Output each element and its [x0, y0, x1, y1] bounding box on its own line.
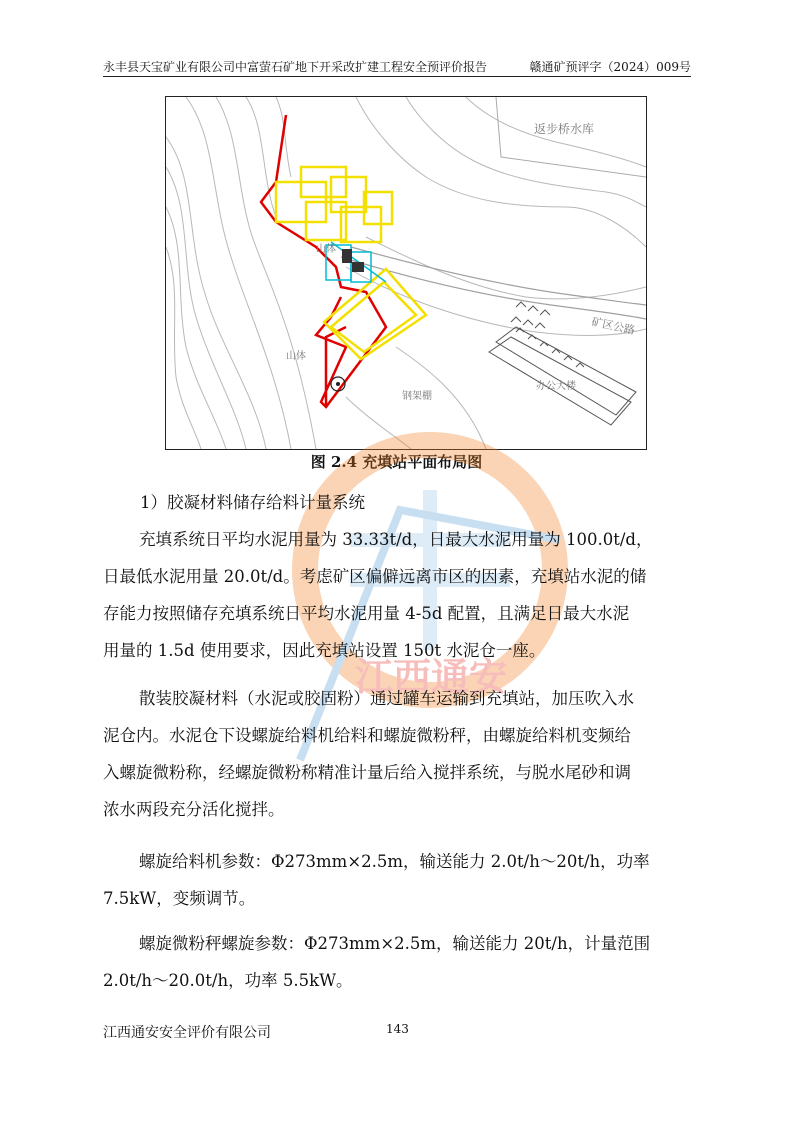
- map-labels: [286, 121, 636, 402]
- well-center: [336, 382, 340, 386]
- paragraph-4: [103, 925, 691, 999]
- para1-line1: 充填系统日平均水泥用量为 33.33t/d，日最大水泥用量为 100.0t/d，: [139, 530, 653, 549]
- figure-caption: 图 2.4 充填站平面布局图: [310, 453, 483, 471]
- site-layout-figure: [165, 96, 647, 450]
- label-mountain-1: 山体: [316, 244, 336, 255]
- page-number: 143: [386, 1022, 409, 1036]
- para1-line2: 日最低水泥用量 20.0t/d。考虑矿区偏僻远离市区的因素，充填站水泥的储: [103, 567, 647, 586]
- paragraph-2: [103, 680, 691, 828]
- header-doc-number: 赣通矿预评字（2024）009号: [529, 60, 691, 74]
- para3-line2: 7.5kW，变频调节。: [103, 889, 256, 908]
- road-lines: [341, 247, 646, 319]
- footer-company: 江西通安安全评价有限公司: [103, 1025, 271, 1041]
- site-plan-drawing: [166, 97, 646, 449]
- watermark-text: 江西通安: [355, 655, 508, 699]
- paragraph-1: [103, 521, 691, 669]
- label-road: 矿区公路: [590, 315, 637, 338]
- para2-line1: 散装胶凝材料（水泥或胶固粉）通过罐车运输到充填站，加压吹入水: [139, 689, 634, 708]
- para4-line1: 螺旋微粉秤螺旋参数：Φ273mm×2.5m，输送能力 20t/h，计量范围: [139, 934, 651, 953]
- para1-line4: 用量的 1.5d 使用要求，因此充填站设置 150t 水泥仓一座。: [103, 641, 546, 660]
- label-mountain-2: 山体: [286, 351, 306, 362]
- label-shed: 钢架棚: [402, 391, 432, 402]
- site-boundary: [261, 115, 386, 407]
- para4-line2: 2.0t/h～20.0t/h，功率 5.5kW。: [103, 971, 353, 990]
- para3-line1: 螺旋给料机参数：Φ273mm×2.5m，输送能力 2.0t/h～20t/h，功率: [139, 852, 650, 871]
- label-office: 办公大楼: [536, 381, 576, 392]
- reservoir-boundary: [496, 97, 646, 177]
- page-header: [103, 56, 691, 77]
- para2-line2: 泥仓内。水泥仓下设螺旋给料机给料和螺旋微粉秤，由螺旋给料机变频给: [103, 726, 631, 745]
- para1-line3: 存能力按照储存充填系统日平均水泥用量 4-5d 配置，且满足日最大水泥: [103, 604, 630, 623]
- paragraph-3: [103, 843, 691, 917]
- header-title: 永丰县天宝矿业有限公司中富萤石矿地下开采改扩建工程安全预评价报告: [103, 60, 488, 74]
- para2-line4: 浓水两段充分活化搅拌。: [103, 800, 285, 819]
- para2-line3: 入螺旋微粉称，经螺旋微粉称精准计量后给入搅拌系统，与脱水尾砂和调: [103, 763, 631, 782]
- label-reservoir: 返步桥水库: [534, 122, 595, 136]
- section-item-title: 1）胶凝材料储存给料计量系统: [140, 493, 365, 512]
